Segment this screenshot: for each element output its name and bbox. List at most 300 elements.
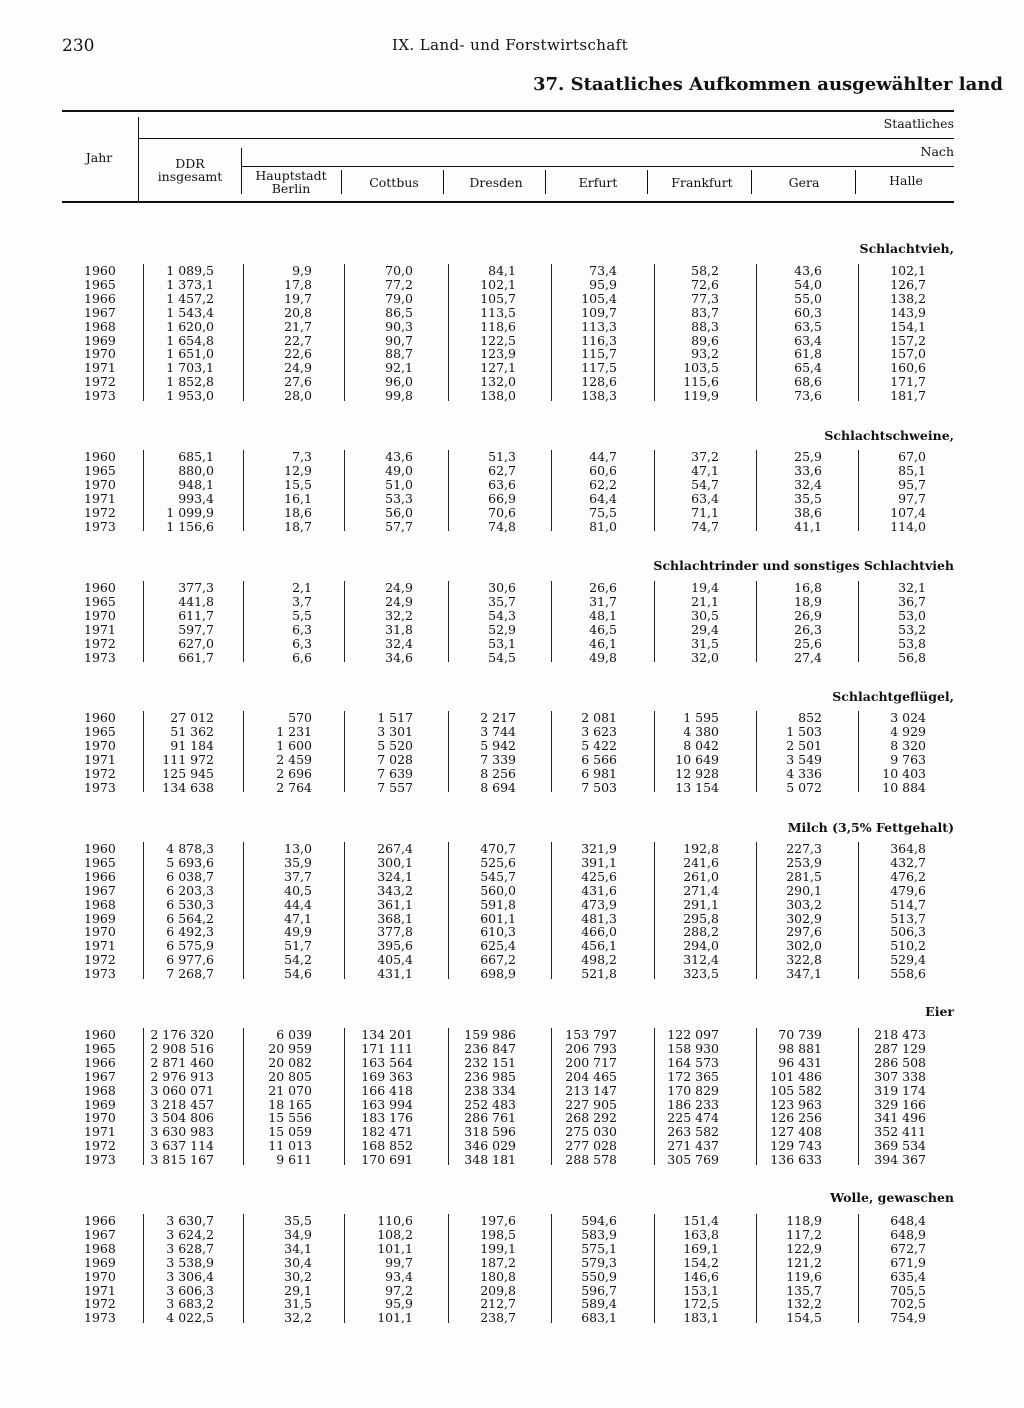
value-cell: 3 637 114: [150, 1138, 214, 1154]
value-cell: 2 217: [480, 710, 516, 725]
value-cell: 521,8: [581, 966, 617, 982]
value-cell: 312,4: [683, 952, 719, 968]
header-divider-jahr: [138, 117, 139, 201]
value-cell: 300,1: [377, 854, 413, 870]
value-cell: 114,0: [890, 518, 926, 534]
value-cell: 880,0: [178, 462, 214, 478]
value-cell: 431,6: [581, 882, 617, 898]
year-cell: 1972: [84, 1138, 116, 1154]
value-cell: 30,5: [691, 607, 719, 623]
value-cell: 286 761: [464, 1110, 516, 1126]
value-cell: 513,7: [890, 910, 926, 926]
value-cell: 70 739: [778, 1027, 822, 1042]
value-cell: 271 437: [667, 1138, 719, 1154]
year-cell: 1972: [84, 374, 116, 390]
value-cell: 63,5: [794, 318, 822, 334]
value-cell: 661,7: [178, 649, 214, 665]
value-cell: 2 081: [581, 710, 617, 725]
value-cell: 103,5: [683, 360, 719, 376]
year-cell: 1965: [84, 593, 116, 609]
value-cell: 132,2: [786, 1296, 822, 1312]
year-cell: 1970: [84, 737, 116, 753]
value-cell: 698,9: [480, 966, 516, 982]
table-row: [0, 360, 1024, 374]
value-cell: 53,1: [488, 635, 516, 651]
value-cell: 169 363: [361, 1068, 413, 1084]
value-cell: 121,2: [786, 1254, 822, 1270]
value-cell: 172,5: [683, 1296, 719, 1312]
value-cell: 93,4: [385, 1268, 413, 1284]
value-cell: 163 564: [361, 1054, 413, 1070]
value-cell: 89,6: [691, 332, 719, 348]
value-cell: 6 564,2: [166, 910, 214, 926]
value-cell: 394 367: [874, 1152, 926, 1168]
year-cell: 1971: [84, 621, 116, 637]
value-cell: 5 693,6: [166, 854, 214, 870]
value-cell: 432,7: [890, 854, 926, 870]
value-cell: 138,2: [890, 290, 926, 306]
value-cell: 43,6: [385, 449, 413, 464]
value-cell: 85,1: [898, 462, 926, 478]
value-cell: 302,0: [786, 938, 822, 954]
value-cell: 479,6: [890, 882, 926, 898]
value-cell: 352 411: [874, 1124, 926, 1140]
value-cell: 1 517: [377, 710, 413, 725]
value-cell: 164 573: [667, 1054, 719, 1070]
value-cell: 134 638: [162, 779, 214, 795]
table-row: [0, 1227, 1024, 1241]
value-cell: 172 365: [667, 1068, 719, 1084]
value-cell: 97,7: [898, 490, 926, 506]
value-cell: 288 578: [565, 1152, 617, 1168]
value-cell: 122,9: [786, 1240, 822, 1256]
value-cell: 1 156,6: [166, 518, 214, 534]
value-cell: 135,7: [786, 1282, 822, 1298]
value-cell: 115,6: [683, 374, 719, 390]
value-cell: 7 557: [377, 779, 413, 795]
table-row: [0, 1110, 1024, 1124]
year-cell: 1973: [84, 518, 116, 534]
value-cell: 30,6: [488, 580, 516, 595]
value-cell: 75,5: [589, 504, 617, 520]
value-cell: 596,7: [581, 1282, 617, 1298]
value-cell: 601,1: [480, 910, 516, 926]
value-cell: 125 945: [162, 765, 214, 781]
value-cell: 62,7: [488, 462, 516, 478]
hdr-sep-4: [545, 170, 546, 194]
value-cell: 1 373,1: [166, 276, 214, 292]
value-cell: 53,0: [898, 607, 926, 623]
value-cell: 15 059: [268, 1124, 312, 1140]
year-cell: 1972: [84, 952, 116, 968]
value-cell: 6 492,3: [166, 924, 214, 940]
value-cell: 529,4: [890, 952, 926, 968]
value-cell: 48,1: [589, 607, 617, 623]
value-cell: 24,9: [284, 360, 312, 376]
value-cell: 77,3: [691, 290, 719, 306]
value-cell: 49,9: [284, 924, 312, 940]
value-cell: 35,7: [488, 593, 516, 609]
value-cell: 213 147: [565, 1082, 617, 1098]
value-cell: 31,5: [691, 635, 719, 651]
value-cell: 119,6: [786, 1268, 822, 1284]
table-row: [0, 491, 1024, 505]
value-cell: 3 630 983: [150, 1124, 214, 1140]
value-cell: 35,5: [794, 490, 822, 506]
value-cell: 98 881: [778, 1040, 822, 1056]
value-cell: 101,1: [377, 1310, 413, 1326]
value-cell: 192,8: [683, 841, 719, 856]
year-cell: 1968: [84, 318, 116, 334]
value-cell: 122 097: [667, 1027, 719, 1042]
value-cell: 26,3: [794, 621, 822, 637]
value-cell: 1 231: [276, 723, 312, 739]
table-row: [0, 463, 1024, 477]
value-cell: 10 403: [882, 765, 926, 781]
value-cell: 138,0: [480, 388, 516, 404]
table-row: [0, 1213, 1024, 1227]
table-row: [0, 1041, 1024, 1055]
table-row: [0, 1296, 1024, 1310]
value-cell: 79,0: [385, 290, 413, 306]
value-cell: 583,9: [581, 1226, 617, 1242]
value-cell: 341 496: [874, 1110, 926, 1126]
value-cell: 26,9: [794, 607, 822, 623]
value-cell: 118,6: [480, 318, 516, 334]
value-cell: 31,5: [284, 1296, 312, 1312]
value-cell: 91 184: [170, 737, 214, 753]
value-cell: 10 649: [675, 751, 719, 767]
col-header-ddr: [148, 157, 232, 183]
value-cell: 6,3: [292, 621, 312, 637]
value-cell: 7,3: [292, 449, 312, 464]
value-cell: 261,0: [683, 868, 719, 884]
value-cell: 2 176 320: [150, 1027, 214, 1042]
value-cell: 56,8: [898, 649, 926, 665]
table-row: [0, 505, 1024, 519]
table-row: [0, 622, 1024, 636]
value-cell: 321,9: [581, 841, 617, 856]
value-cell: 3 624,2: [166, 1226, 214, 1242]
value-cell: 589,4: [581, 1296, 617, 1312]
table-row: [0, 710, 1024, 724]
value-cell: 347,1: [786, 966, 822, 982]
value-cell: 391,1: [581, 854, 617, 870]
value-cell: 199,1: [480, 1240, 516, 1256]
value-cell: 209,8: [480, 1282, 516, 1298]
value-cell: 6 566: [581, 751, 617, 767]
value-cell: 168 852: [361, 1138, 413, 1154]
value-cell: 319 174: [874, 1082, 926, 1098]
value-cell: 154,5: [786, 1310, 822, 1326]
value-cell: 6 575,9: [166, 938, 214, 954]
value-cell: 1 089,5: [166, 263, 214, 278]
value-cell: 368,1: [377, 910, 413, 926]
value-cell: 3 815 167: [150, 1152, 214, 1168]
value-cell: 286 508: [874, 1054, 926, 1070]
value-cell: 19,7: [284, 290, 312, 306]
year-cell: 1973: [84, 1310, 116, 1326]
section-title: Milch (3,5% Fettgehalt): [787, 820, 954, 835]
value-cell: 116,3: [581, 332, 617, 348]
table-row: [0, 1255, 1024, 1269]
table-row: [0, 319, 1024, 333]
value-cell: 3 549: [786, 751, 822, 767]
year-cell: 1968: [84, 1082, 116, 1098]
value-cell: 591,8: [480, 896, 516, 912]
value-cell: 425,6: [581, 868, 617, 884]
value-cell: 18,6: [284, 504, 312, 520]
table-row: [0, 1241, 1024, 1255]
value-cell: 28,0: [284, 388, 312, 404]
table-row: [0, 636, 1024, 650]
value-cell: 74,8: [488, 518, 516, 534]
value-cell: 90,7: [385, 332, 413, 348]
value-cell: 4 929: [890, 723, 926, 739]
value-cell: 13,0: [284, 841, 312, 856]
table-row: [0, 277, 1024, 291]
value-cell: 153 797: [565, 1027, 617, 1042]
year-cell: 1971: [84, 1124, 116, 1140]
value-cell: 7 503: [581, 779, 617, 795]
value-cell: 545,7: [480, 868, 516, 884]
value-cell: 6 977,6: [166, 952, 214, 968]
value-cell: 88,3: [691, 318, 719, 334]
section-title: Eier: [925, 1004, 954, 1019]
value-cell: 204 465: [565, 1068, 617, 1084]
value-cell: 288,2: [683, 924, 719, 940]
value-cell: 369 534: [874, 1138, 926, 1154]
value-cell: 3 504 806: [150, 1110, 214, 1126]
value-cell: 53,8: [898, 635, 926, 651]
year-cell: 1970: [84, 1268, 116, 1284]
value-cell: 2 501: [786, 737, 822, 753]
value-cell: 25,6: [794, 635, 822, 651]
value-cell: 702,5: [890, 1296, 926, 1312]
table-row: [0, 650, 1024, 664]
value-cell: 236 847: [464, 1040, 516, 1056]
table-row: [0, 869, 1024, 883]
value-cell: 52,9: [488, 621, 516, 637]
value-cell: 127 408: [770, 1124, 822, 1140]
value-cell: 20 959: [268, 1040, 312, 1056]
table-row: [0, 594, 1024, 608]
value-cell: 1 654,8: [166, 332, 214, 348]
year-cell: 1970: [84, 607, 116, 623]
value-cell: 53,3: [385, 490, 413, 506]
section-title: Wolle, gewaschen: [830, 1190, 954, 1205]
value-cell: 238,7: [480, 1310, 516, 1326]
value-cell: 24,9: [385, 593, 413, 609]
hdr-sep-6: [751, 170, 752, 194]
value-cell: 3,7: [292, 593, 312, 609]
value-cell: 6 530,3: [166, 896, 214, 912]
value-cell: 101,1: [377, 1240, 413, 1256]
value-cell: 671,9: [890, 1254, 926, 1270]
value-cell: 126 256: [770, 1110, 822, 1126]
value-cell: 20 805: [268, 1068, 312, 1084]
year-cell: 1967: [84, 304, 116, 320]
value-cell: 5 422: [581, 737, 617, 753]
year-cell: 1973: [84, 779, 116, 795]
value-cell: 54,7: [691, 476, 719, 492]
staatliches-rule: [139, 138, 954, 139]
value-cell: 160,6: [890, 360, 926, 376]
value-cell: 146,6: [683, 1268, 719, 1284]
value-cell: 37,2: [691, 449, 719, 464]
value-cell: 132,0: [480, 374, 516, 390]
value-cell: 481,3: [581, 910, 617, 926]
table-row: [0, 346, 1024, 360]
value-cell: 31,8: [385, 621, 413, 637]
value-cell: 57,7: [385, 518, 413, 534]
value-cell: 2,1: [292, 580, 312, 595]
value-cell: 12 928: [675, 765, 719, 781]
value-cell: 3 630,7: [166, 1213, 214, 1228]
value-cell: 81,0: [589, 518, 617, 534]
value-cell: 54,6: [284, 966, 312, 982]
value-cell: 119,9: [683, 388, 719, 404]
year-cell: 1965: [84, 276, 116, 292]
table-row: [0, 333, 1024, 347]
value-cell: 441,8: [178, 593, 214, 609]
year-cell: 1973: [84, 1152, 116, 1168]
value-cell: 15 556: [268, 1110, 312, 1126]
value-cell: 77,2: [385, 276, 413, 292]
value-cell: 115,7: [581, 346, 617, 362]
value-cell: 33,6: [794, 462, 822, 478]
value-cell: 290,1: [786, 882, 822, 898]
hdr-sep-2: [341, 170, 342, 194]
value-cell: 63,6: [488, 476, 516, 492]
table-row: [0, 1152, 1024, 1166]
table-row: [0, 1083, 1024, 1097]
year-cell: 1973: [84, 388, 116, 404]
value-cell: 19,4: [691, 580, 719, 595]
year-cell: 1972: [84, 635, 116, 651]
table-row: [0, 1097, 1024, 1111]
value-cell: 64,4: [589, 490, 617, 506]
value-cell: 54,2: [284, 952, 312, 968]
value-cell: 431,1: [377, 966, 413, 982]
value-cell: 54,0: [794, 276, 822, 292]
value-cell: 16,1: [284, 490, 312, 506]
table-row: [0, 580, 1024, 594]
value-cell: 476,2: [890, 868, 926, 884]
year-cell: 1972: [84, 504, 116, 520]
value-cell: 685,1: [178, 449, 214, 464]
value-cell: 550,9: [581, 1268, 617, 1284]
value-cell: 84,1: [488, 263, 516, 278]
value-cell: 343,2: [377, 882, 413, 898]
value-cell: 63,4: [691, 490, 719, 506]
value-cell: 2 459: [276, 751, 312, 767]
value-cell: 153,1: [683, 1282, 719, 1298]
value-cell: 71,1: [691, 504, 719, 520]
year-cell: 1965: [84, 1040, 116, 1056]
value-cell: 154,2: [683, 1254, 719, 1270]
value-cell: 27 012: [170, 710, 214, 725]
value-cell: 11 013: [268, 1138, 312, 1154]
value-cell: 252 483: [464, 1096, 516, 1112]
table-row: [0, 738, 1024, 752]
value-cell: 54,3: [488, 607, 516, 623]
value-cell: 51,0: [385, 476, 413, 492]
value-cell: 287 129: [874, 1040, 926, 1056]
table-row: [0, 477, 1024, 491]
table-row: [0, 1055, 1024, 1069]
value-cell: 560,0: [480, 882, 516, 898]
value-cell: 2 871 460: [150, 1054, 214, 1070]
value-cell: 122,5: [480, 332, 516, 348]
value-cell: 1 099,9: [166, 504, 214, 520]
value-cell: 1 503: [786, 723, 822, 739]
value-cell: 466,0: [581, 924, 617, 940]
value-cell: 21,7: [284, 318, 312, 334]
value-cell: 35,5: [284, 1213, 312, 1228]
value-cell: 218 473: [874, 1027, 926, 1042]
value-cell: 7 639: [377, 765, 413, 781]
value-cell: 672,7: [890, 1240, 926, 1256]
value-cell: 117,5: [581, 360, 617, 376]
value-cell: 34,6: [385, 649, 413, 665]
value-cell: 570: [288, 710, 312, 725]
value-cell: 20 082: [268, 1054, 312, 1070]
hdr-sep-3: [443, 170, 444, 194]
value-cell: 110,6: [377, 1213, 413, 1228]
value-cell: 667,2: [480, 952, 516, 968]
value-cell: 88,7: [385, 346, 413, 362]
year-cell: 1970: [84, 346, 116, 362]
value-cell: 58,2: [691, 263, 719, 278]
value-cell: 625,4: [480, 938, 516, 954]
value-cell: 134 201: [361, 1027, 413, 1042]
value-cell: 47,1: [284, 910, 312, 926]
year-cell: 1973: [84, 649, 116, 665]
year-cell: 1973: [84, 966, 116, 982]
value-cell: 4 380: [683, 723, 719, 739]
value-cell: 18,7: [284, 518, 312, 534]
value-cell: 281,5: [786, 868, 822, 884]
table-row: [0, 938, 1024, 952]
year-cell: 1970: [84, 924, 116, 940]
value-cell: 470,7: [480, 841, 516, 856]
value-cell: 405,4: [377, 952, 413, 968]
value-cell: 8 256: [480, 765, 516, 781]
value-cell: 55,0: [794, 290, 822, 306]
value-cell: 395,6: [377, 938, 413, 954]
value-cell: 852: [798, 710, 822, 725]
value-cell: 3 628,7: [166, 1240, 214, 1256]
value-cell: 5 072: [786, 779, 822, 795]
value-cell: 37,7: [284, 868, 312, 884]
value-cell: 291,1: [683, 896, 719, 912]
value-cell: 1 953,0: [166, 388, 214, 404]
value-cell: 456,1: [581, 938, 617, 954]
value-cell: 74,7: [691, 518, 719, 534]
value-cell: 46,5: [589, 621, 617, 637]
year-cell: 1971: [84, 938, 116, 954]
value-cell: 66,9: [488, 490, 516, 506]
table-row: [0, 1027, 1024, 1041]
value-cell: 93,2: [691, 346, 719, 362]
value-cell: 70,0: [385, 263, 413, 278]
value-cell: 171 111: [361, 1040, 413, 1056]
value-cell: 111 972: [162, 751, 214, 767]
value-cell: 105 582: [770, 1082, 822, 1098]
value-cell: 65,4: [794, 360, 822, 376]
year-cell: 1960: [84, 580, 116, 595]
